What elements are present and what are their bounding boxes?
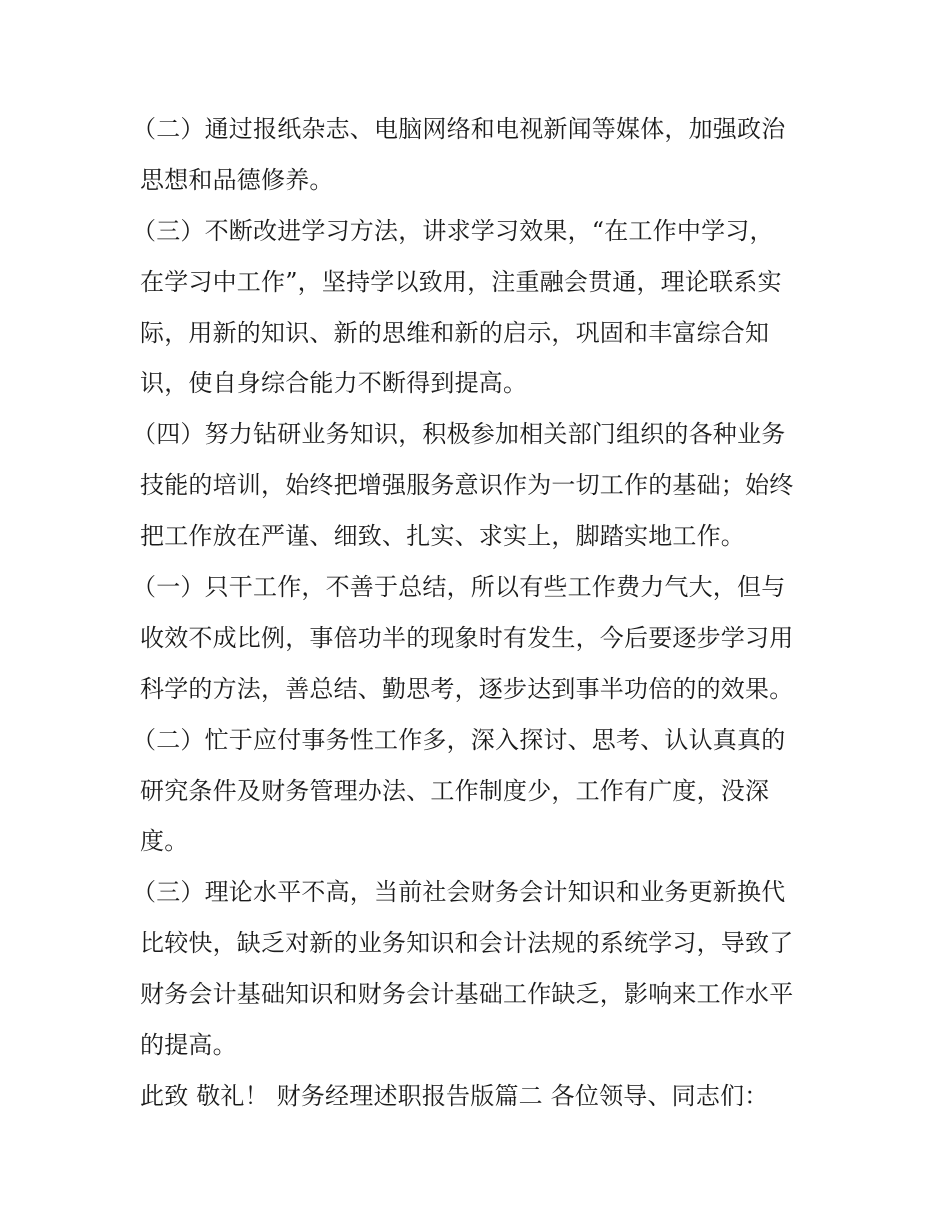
text-line: 技能的培训，始终把增强服务意识作为一切工作的基础；始终 bbox=[140, 471, 794, 500]
text-line: 识，使自身综合能力不断得到提高。 bbox=[140, 369, 528, 398]
text-line: 的提高。 bbox=[140, 1031, 237, 1060]
text-line: 科学的方法，善总结、勤思考，逐步达到事半功倍的的效果。 bbox=[140, 674, 794, 703]
text-line: （一）只干工作，不善于总结，所以有些工作费力气大，但与 bbox=[132, 573, 786, 602]
document-body bbox=[132, 104, 820, 1122]
text-line: 研究条件及财务管理办法、工作制度少，工作有广度，没深 bbox=[140, 776, 770, 805]
text-line: 度。 bbox=[140, 827, 189, 856]
text-line: 际，用新的知识、新的思维和新的启示，巩固和丰富综合知 bbox=[140, 318, 770, 347]
text-line: （三）不断改进学习方法，讲求学习效果，“在工作中学习， bbox=[132, 216, 774, 245]
text-line: （二）通过报纸杂志、电脑网络和电视新闻等媒体，加强政治 bbox=[132, 115, 786, 143]
text-line: （二）忙于应付事务性工作多，深入探讨、思考、认认真真的 bbox=[132, 725, 786, 754]
text-line: 此致 敬礼！ 财务经理述职报告版篇二 各位领导、同志们： bbox=[140, 1081, 769, 1110]
text-line: （三）理论水平不高，当前社会财务会计知识和业务更新换代 bbox=[132, 878, 786, 907]
text-line: 在学习中工作”，坚持学以致用，注重融会贯通，理论联系实 bbox=[140, 267, 782, 296]
text-line: 思想和品德修养。 bbox=[140, 165, 334, 194]
text-line: （四）努力钻研业务知识，积极参加相关部门组织的各种业务 bbox=[132, 420, 786, 449]
text-line: 财务会计基础知识和财务会计基础工作缺乏，影响来工作水平 bbox=[140, 980, 794, 1009]
text-line: 把工作放在严谨、细致、扎实、求实上，脚踏实地工作。 bbox=[140, 522, 745, 551]
text-line: 比较快，缺乏对新的业务知识和会计法规的系统学习，导致了 bbox=[140, 929, 794, 958]
text-line: 收效不成比例，事倍功半的现象时有发生，今后要逐步学习用 bbox=[140, 623, 794, 652]
